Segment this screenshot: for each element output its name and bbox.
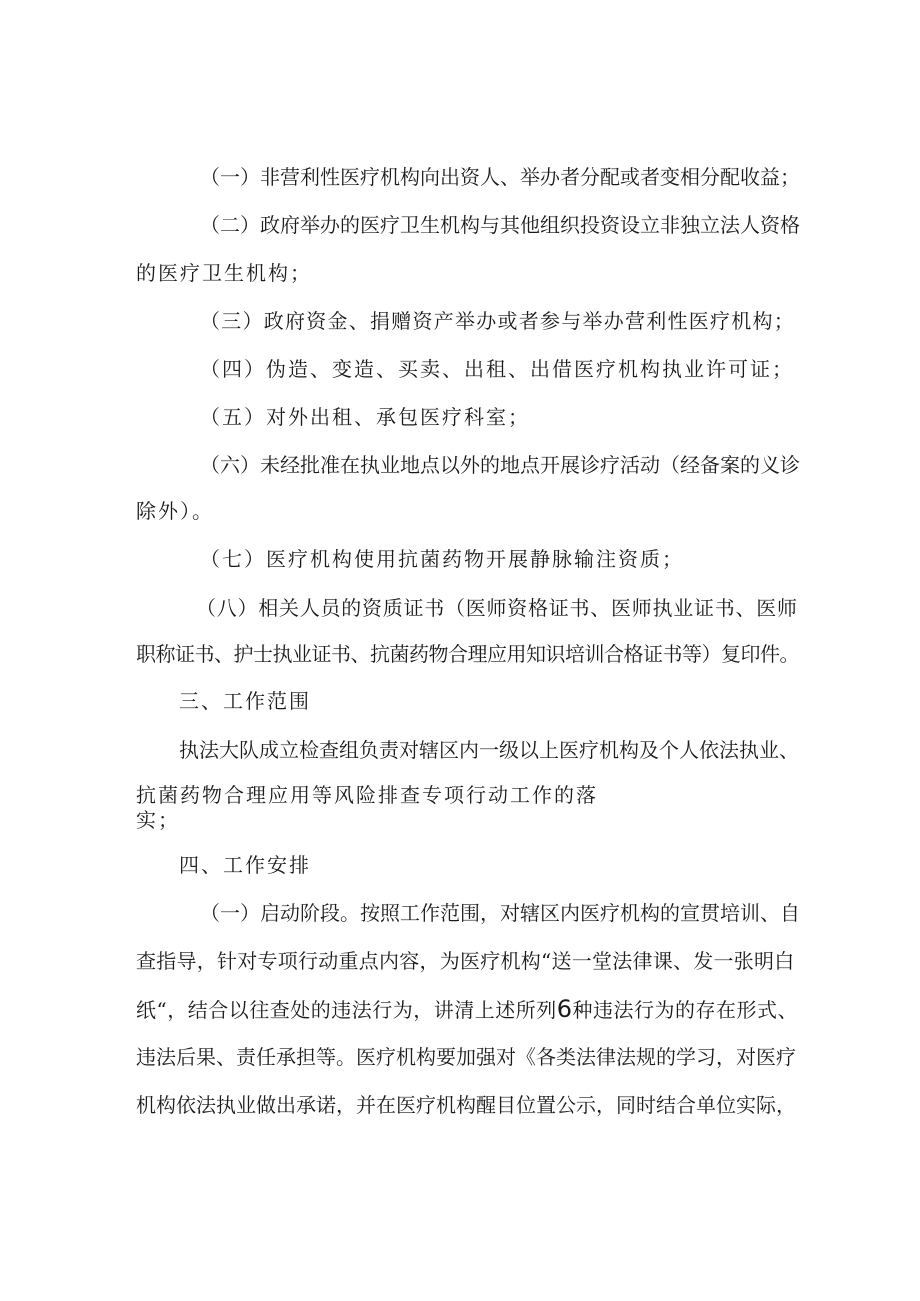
list-item-2-line-2: 的医疗卫生机构； <box>136 261 312 285</box>
scope-paragraph-line-3: 实； <box>136 808 180 832</box>
section-heading-4: 四、工作安排 <box>179 853 311 877</box>
line-3-part-1: 纸“，结合以往查处的违法行为，讲清上述所列 <box>136 998 557 1022</box>
list-item-8-line-1: （八）相关人员的资质证书（医师资格证书、医师执业证书、医师 <box>196 596 798 620</box>
list-item-8-line-2: 职称证书、护士执业证书、抗菌药物合理应用知识培训合格证书等）复印件。 <box>136 642 799 666</box>
list-item-4: （四）伪造、变造、买卖、出租、出借医疗机构执业许可证； <box>200 357 794 381</box>
scope-paragraph-line-2: 抗菌药物合理应用等风险排查专项行动工作的落 <box>136 783 598 807</box>
section-heading-3: 三、工作范围 <box>179 689 311 713</box>
work-arrangement-line-4: 违法后果、责任承担等。医疗机构要加强对《各类法律法规的学习，对医疗 <box>136 1045 796 1069</box>
list-item-5: （五）对外出租、承包医疗科室； <box>200 405 530 429</box>
work-arrangement-line-5: 机构依法执业做出承诺，并在医疗机构醒目位置公示，同时结合单位实际， <box>136 1093 796 1117</box>
work-arrangement-line-1: （一）启动阶段。按照工作范围，对辖区内医疗机构的宣贯培训、自 <box>200 901 800 925</box>
list-item-6-line-2: 除外）。 <box>136 499 214 523</box>
list-item-3: （三）政府资金、捐赠资产举办或者参与举办营利性医疗机构； <box>200 309 795 333</box>
scope-paragraph-line-1: 执法大队成立检查组负责对辖区内一级以上医疗机构及个人依法执业、 <box>179 738 799 762</box>
list-item-2-line-1: （二）政府举办的医疗卫生机构与其他组织投资设立非独立法人资格 <box>200 213 800 237</box>
list-item-1: （一）非营利性医疗机构向出资人、举办者分配或者变相分配收益； <box>200 165 800 189</box>
list-item-6-line-1: （六）未经批准在执业地点以外的地点开展诊疗活动（经备案的义诊 <box>200 453 800 477</box>
work-arrangement-line-2: 查指导，针对专项行动重点内容，为医疗机构“送一堂法律课、发一张明白 <box>136 949 795 973</box>
line-3-part-2: 种违法行为的存在形式、 <box>572 998 799 1022</box>
number-six: 6 <box>556 995 573 1023</box>
list-item-7: （七）医疗机构使用抗菌药物开展静脉输注资质； <box>200 547 684 571</box>
work-arrangement-line-3 <box>136 995 798 1024</box>
